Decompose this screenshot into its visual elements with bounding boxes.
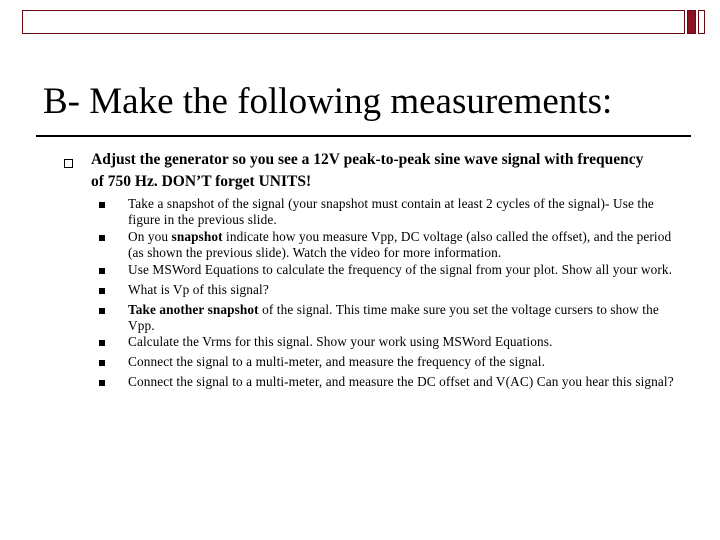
item-text: What is Vp of this signal? — [128, 281, 269, 297]
list-item — [0, 282, 720, 302]
measurement-task-list — [0, 196, 720, 394]
slide-title: B- Make the following measurements: — [43, 81, 613, 122]
main-instruction: Adjust the generator so you see a 12V peak-to-peak sine wave signal with frequency of 750 Hz. DON’T forget UNITS! — [91, 151, 644, 190]
list-item — [0, 229, 720, 262]
item-text: Connect the signal to a multi-meter, and measure the frequency of the signal. — [128, 354, 546, 370]
item-text-lead: On you — [128, 228, 172, 244]
header-decoration-bar — [22, 10, 705, 34]
list-item — [0, 334, 720, 354]
filled-square-bullet-icon — [99, 235, 105, 241]
hollow-square-bullet-icon — [64, 159, 73, 168]
filled-square-bullet-icon — [99, 308, 105, 314]
header-bar-filled-box — [687, 10, 696, 34]
list-item — [0, 302, 720, 335]
filled-square-bullet-icon — [99, 360, 105, 366]
item-text: indicate how you measure Vpp, DC voltage (also called the offset), and the period (as shown the previous slide). Watch the video for more information. — [128, 228, 672, 261]
list-item — [0, 354, 720, 374]
header-bar-long-box — [22, 10, 685, 34]
item-text: of the signal. This time make sure you set the voltage cursers to show the Vpp. — [128, 301, 659, 334]
item-text: Use MSWord Equations to calculate the frequency of the signal from your plot. Show all your work. — [128, 261, 673, 277]
filled-square-bullet-icon — [99, 288, 105, 294]
header-bar-small-box — [698, 10, 705, 34]
item-text: Connect the signal to a multi-meter, and measure the DC offset and V(AC) Can you hear this signal? — [128, 374, 674, 390]
item-text-bold: snapshot — [171, 228, 223, 244]
item-text: Take a snapshot of the signal (your snapshot must contain at least 2 cycles of the signal)- Use the figure in the previous slide. — [128, 196, 654, 228]
filled-square-bullet-icon — [99, 340, 105, 346]
filled-square-bullet-icon — [99, 380, 105, 386]
filled-square-bullet-icon — [99, 268, 105, 274]
item-text-bold: Take another snapshot — [128, 301, 259, 317]
list-item — [0, 196, 720, 229]
filled-square-bullet-icon — [99, 202, 105, 208]
list-item — [0, 262, 720, 282]
item-text: Calculate the Vrms for this signal. Show your work using MSWord Equations. — [128, 334, 553, 350]
list-item — [0, 374, 720, 394]
title-divider — [36, 135, 691, 137]
